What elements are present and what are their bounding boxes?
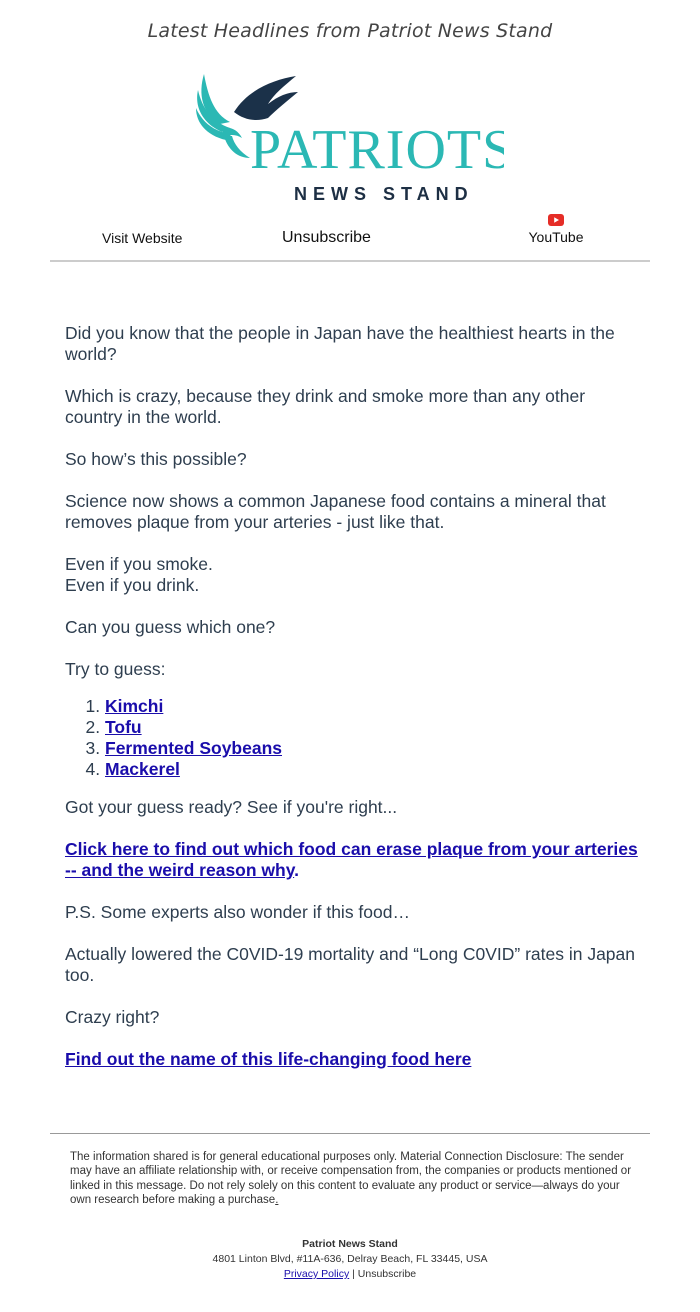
youtube-label: YouTube — [528, 229, 584, 245]
list-item — [105, 696, 640, 717]
visit-website-link[interactable]: Visit Website — [102, 230, 183, 246]
cta2-paragraph — [65, 1049, 640, 1070]
list-item — [105, 738, 640, 759]
paragraph-drink-smoke: Which is crazy, because they drink and smoke more than any other country in the world. — [65, 386, 586, 427]
preheader-title: Latest Headlines from Patriot News Stand — [147, 20, 553, 42]
logo-subtitle: NEWS STAND — [294, 184, 474, 204]
paragraph-covid: Actually lowered the C0VID-19 mortality and “Long C0VID” rates in Japan too. — [65, 944, 635, 985]
paragraph-crazy-right: Crazy right? — [65, 1007, 160, 1027]
unsubscribe-link[interactable]: Unsubscribe — [282, 229, 371, 246]
top-navigation — [50, 208, 650, 262]
paragraph-guess-which: Can you guess which one? — [65, 617, 276, 637]
even-if-drink: Even if you drink. — [65, 575, 200, 595]
disclaimer-text — [70, 1150, 632, 1207]
disclaimer-end-link[interactable]: . — [275, 1193, 279, 1206]
paragraph-even-if — [65, 554, 640, 596]
paragraph-science: Science now shows a common Japanese food contains a mineral that removes plaque from your arteries - just like that. — [65, 491, 606, 532]
option-mackerel-link[interactable]: Mackerel — [105, 759, 180, 779]
paragraph-how-possible: So how’s this possible? — [65, 449, 247, 469]
footer-unsubscribe-link[interactable]: Unsubscribe — [357, 1268, 417, 1280]
cta-paragraph — [65, 839, 640, 881]
footer-divider — [50, 1133, 650, 1134]
even-if-smoke: Even if you smoke. — [65, 554, 213, 574]
paragraph-ps: P.S. Some experts also wonder if this food… — [65, 902, 410, 922]
paragraph-try-guess: Try to guess: — [65, 659, 166, 679]
footer — [0, 1237, 700, 1282]
footer-address: 4801 Linton Blvd, #11A-636, Delray Beach, FL 33445, USA — [212, 1253, 488, 1265]
cta-erase-plaque-link[interactable]: Click here to find out which food can erase plaque from your arteries -- and the weird reason why — [65, 839, 638, 880]
option-tofu-link[interactable]: Tofu — [105, 717, 142, 737]
paragraph-guess-ready: Got your guess ready? See if you're right... — [65, 797, 398, 817]
patriots-news-stand-logo[interactable] — [194, 72, 504, 207]
footer-links — [0, 1267, 700, 1282]
option-fermented-soybeans-link[interactable]: Fermented Soybeans — [105, 738, 282, 758]
cta-period: . — [294, 860, 300, 880]
youtube-icon — [548, 214, 564, 226]
youtube-link[interactable] — [526, 214, 586, 245]
logo-title: PATRIOTS — [250, 119, 504, 181]
option-kimchi-link[interactable]: Kimchi — [105, 696, 164, 716]
list-item — [105, 759, 640, 780]
guess-options-list — [65, 696, 640, 780]
footer-company: Patriot News Stand — [302, 1238, 398, 1250]
cta-find-food-link[interactable]: Find out the name of this life-changing food here — [65, 1049, 472, 1069]
footer-separator: | — [349, 1268, 358, 1280]
disclaimer-body: The information shared is for general educational purposes only. Material Connection Disclosure: The sender may have an affiliate relationship with, or receive compensation from, the companies or products mentioned or linked in this message. Do not rely solely on this content to evaluate any product or service—always do your own research before making a purchase — [70, 1151, 632, 1206]
email-body — [65, 323, 640, 1091]
privacy-policy-link[interactable]: Privacy Policy — [283, 1268, 350, 1280]
paragraph-japan-hearts: Did you know that the people in Japan have the healthiest hearts in the world? — [65, 323, 615, 364]
list-item — [105, 717, 640, 738]
